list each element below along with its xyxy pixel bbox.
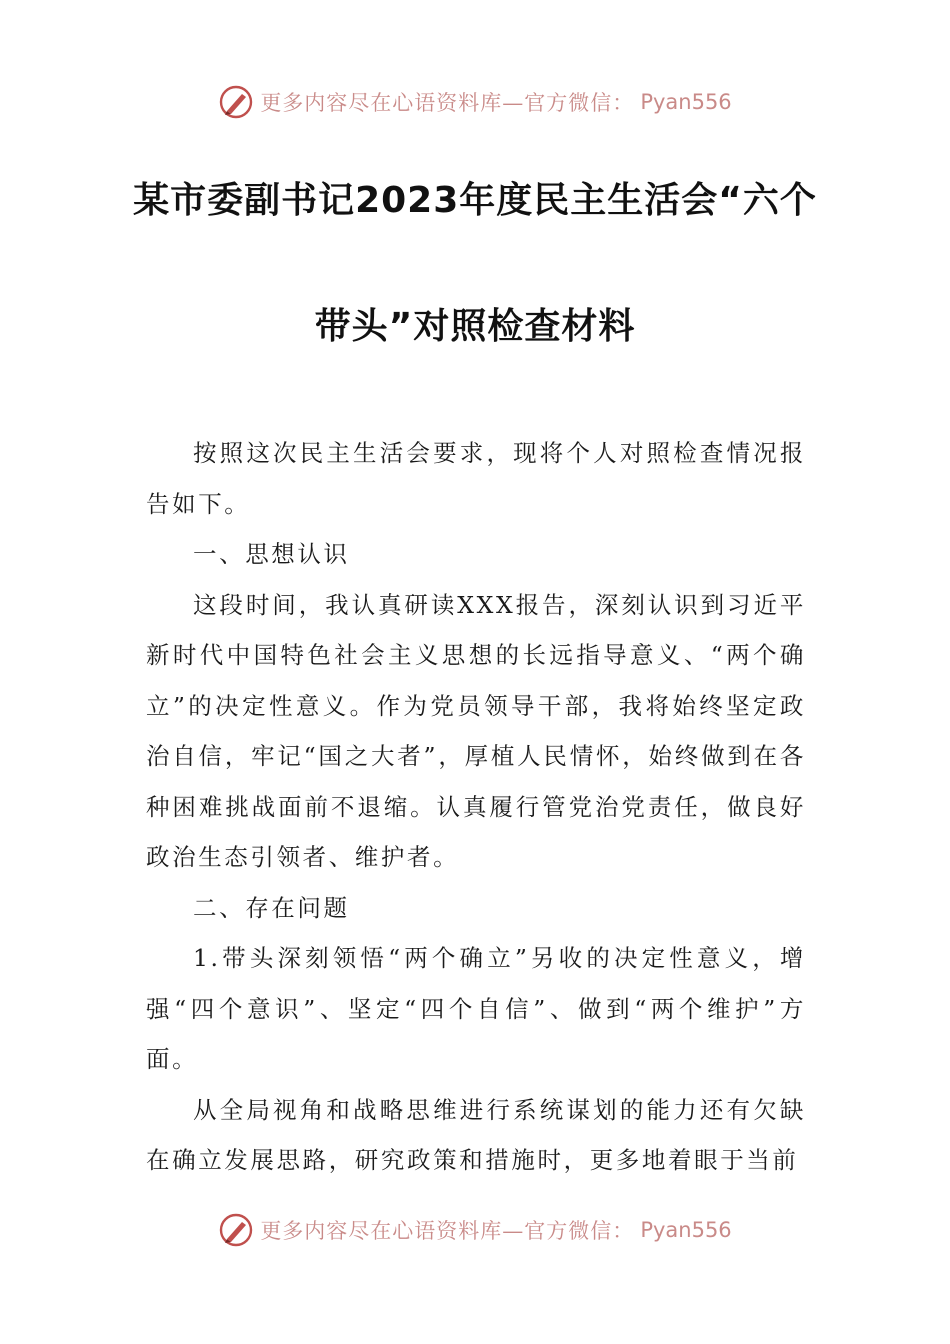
document-body <box>146 428 806 1186</box>
watermark-text: 更多内容尽在心语资料库—官方微信： <box>260 91 635 115</box>
watermark-wechat-id: Pyan556 <box>640 90 732 114</box>
section-heading-1: 一、思想认识 <box>193 540 350 568</box>
paragraph-item-1: 1.带头深刻领悟“两个确立”另收的决定性意义，增强“四个意识”、坚定“四个自信”、做到“两个维护”方面。 <box>146 944 806 1073</box>
pen-logo-icon <box>218 84 254 120</box>
watermark-text: 更多内容尽在心语资料库—官方微信： <box>260 1219 635 1243</box>
section-heading-2: 二、存在问题 <box>193 893 350 922</box>
paragraph-thinking: 这段时间，我认真研读XXX报告，深刻认识到习近平新时代中国特色社会主义思想的长远指导意义、“两个确立”的决定性意义。作为党员领导干部，我将始终坚定政治自信，牢记“国之大者”，厚植人民情怀，始终做到在各种困难挑战面前不退缩。认真履行管党治党责任，做良好政治生态引领者、维护者。 <box>146 590 806 871</box>
document-title-line-1: 某市委副书记2023年度民主生活会“六个 <box>133 180 817 221</box>
document-title-line-2: 带头”对照检查材料 <box>314 306 636 347</box>
paragraph-intro: 按照这次民主生活会要求，现将个人对照检查情况报告如下。 <box>146 439 806 518</box>
watermark-footer <box>0 1212 950 1248</box>
watermark-wechat-id: Pyan556 <box>640 1218 732 1242</box>
pen-logo-icon <box>218 1212 254 1248</box>
watermark-header <box>0 84 950 120</box>
paragraph-analysis: 从全局视角和战略思维进行系统谋划的能力还有欠缺在确立发展思路，研究政策和措施时，更多地着眼于当前 <box>146 1095 806 1174</box>
